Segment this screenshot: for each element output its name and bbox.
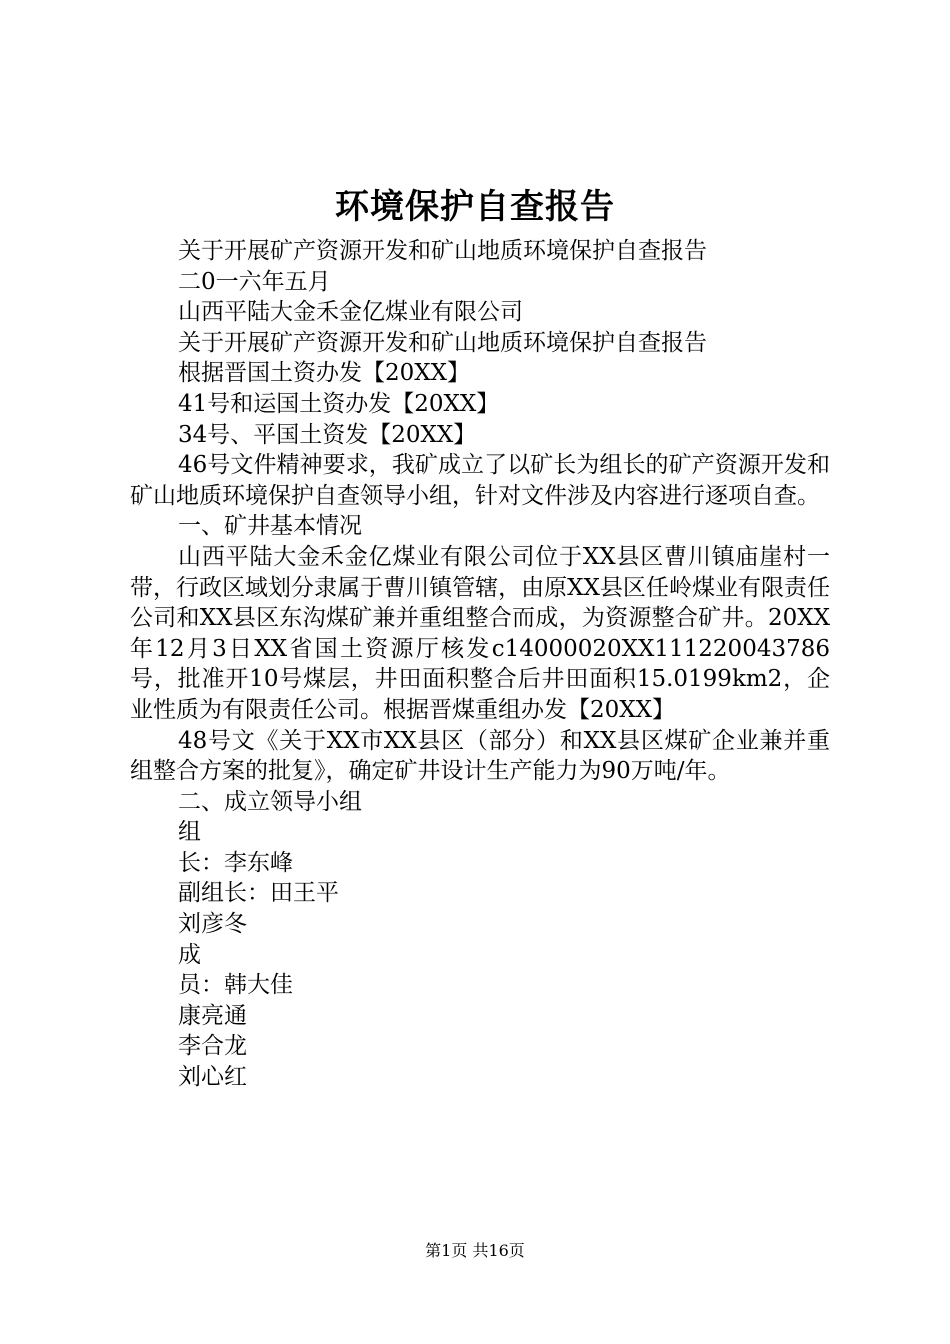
paragraph: 山西平陆大金禾金亿煤业有限公司位于XX县区曹川镇庙崖村一带，行政区域划分隶属于曹川镇管辖，由原XX县区任岭煤业有限责任公司和XX县区东沟煤矿兼并重组整合而成，为资源整合矿井。20XX年12月3日XX省国土资源厅核发c14000020XX111220043786号，批准开10号煤层，井田面积整合后井田面积15.0199km2，企业性质为有限责任公司。根据晋煤重组办发【20XX】 — [130, 543, 830, 723]
paragraph: 关于开展矿产资源开发和矿山地质环境保护自查报告 — [178, 329, 707, 356]
paragraph: 组 — [178, 819, 201, 846]
paragraph: 李合龙 — [178, 1033, 247, 1060]
paragraph: 副组长：田王平 — [178, 880, 339, 907]
paragraph: 46号文件精神要求，我矿成立了以矿长为组长的矿产资源开发和矿山地质环境保护自查领导小组，针对文件涉及内容进行逐项自查。 — [130, 452, 830, 509]
section-heading: 二、成立领导小组 — [178, 788, 362, 815]
section-heading: 一、矿井基本情况 — [178, 513, 362, 540]
paragraph: 34号、平国土资发【20XX】 — [178, 421, 477, 448]
paragraph: 山西平陆大金禾金亿煤业有限公司 — [178, 299, 523, 326]
paragraph: 二0一六年五月 — [178, 268, 331, 295]
paragraph: 员：韩大佳 — [178, 972, 293, 999]
paragraph: 48号文《关于XX市XX县区（部分）和XX县区煤矿企业兼并重组整合方案的批复》，确定矿井设计生产能力为90万吨/年。 — [130, 727, 830, 785]
page-title: 环境保护自查报告 — [335, 187, 615, 227]
paragraph: 康亮通 — [178, 1002, 247, 1029]
paragraph: 刘心红 — [178, 1064, 247, 1091]
page-footer: 第1页 共16页 — [425, 1241, 525, 1260]
paragraph: 根据晋国土资办发【20XX】 — [178, 360, 471, 387]
paragraph: 关于开展矿产资源开发和矿山地质环境保护自查报告 — [178, 238, 707, 264]
document-body — [130, 236, 830, 1093]
paragraph: 长：李东峰 — [178, 849, 293, 876]
paragraph: 41号和运国土资办发【20XX】 — [178, 390, 500, 417]
paragraph: 刘彦冬 — [178, 911, 247, 938]
paragraph: 成 — [178, 941, 201, 968]
